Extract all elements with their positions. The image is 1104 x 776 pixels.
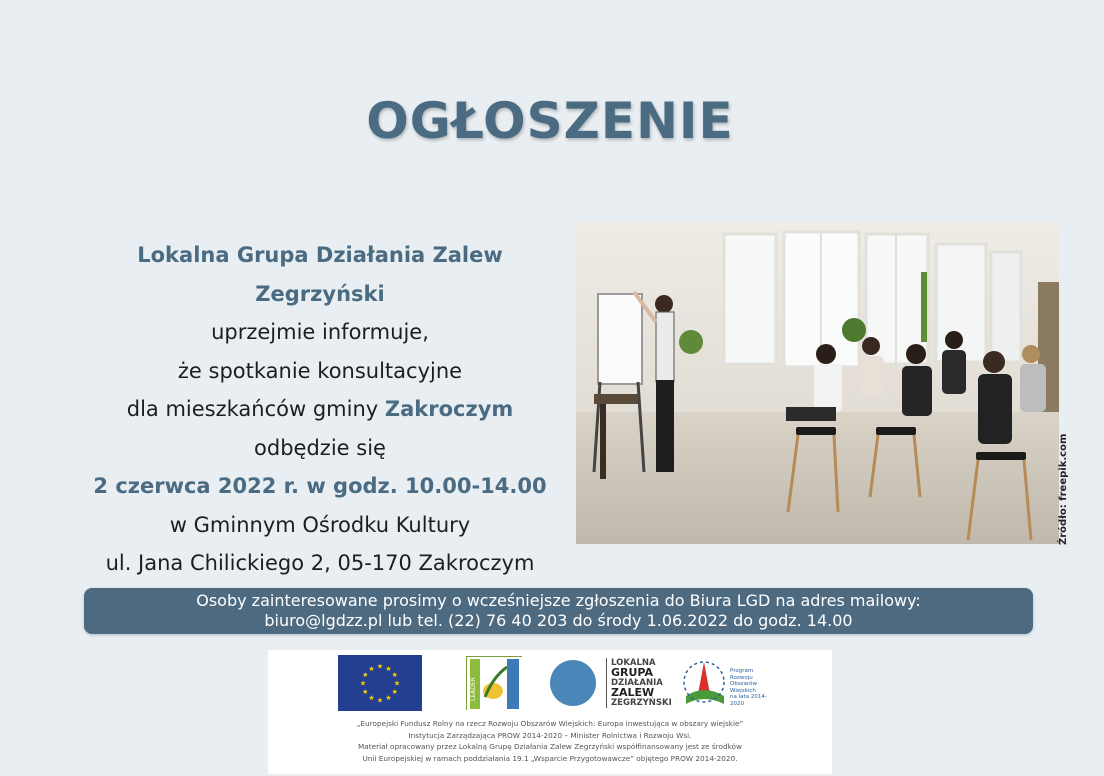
lgd-logo-line4: ZALEW [611,686,655,699]
lgd-logo-line3: DZIAŁANIA [611,678,663,688]
municipality-name: Zakroczym [384,397,514,421]
prow-line5: na lata 2014-2020 [730,694,767,707]
registration-notice [84,588,1033,634]
announcement-line-4: odbędzie się [254,435,386,460]
eu-star-icon: ★ [362,689,369,696]
fineprint-line-4: Unii Europejskiej w ramach poddziałania 19.1 „Wsparcie Przygotowawcze” objętego PROW 2014-2020. [362,753,738,763]
eu-star-icon: ★ [391,689,398,696]
fineprint-line-2: Instytucja Zarządzająca PROW 2014-2020 – Minister Rolnictwa i Rozwoju Wsi. [408,730,692,740]
fineprint-line-1: „Europejski Fundusz Rolny na rzecz Rozwoju Obszarów Wiejskich: Europa inwestująca w obszary wiejskie” [356,719,744,728]
meeting-venue: w Gminnym Ośrodku Kultury [169,512,471,537]
prow-line2: Rozwoju [730,674,753,681]
lgd-logo-line1: LOKALNA [611,658,656,668]
leader-label: LEADER [470,677,477,701]
eu-star-icon: ★ [391,672,398,679]
funding-logos-panel [268,650,832,774]
eu-star-icon: ★ [393,680,401,688]
lgd-wave-icon [550,660,596,706]
meeting-photo-illustration [576,222,1059,544]
organization-name: Lokalna Grupa Działania Zalew Zegrzyński [137,243,503,306]
leader-logo [466,656,522,710]
eu-star-icon: ★ [385,695,392,703]
eu-star-icon: ★ [385,665,392,673]
lgd-logo-line5: ZEGRZYŃSKI [611,698,672,708]
eu-star-icon: ★ [362,672,369,679]
meeting-address: ul. Jana Chilickiego 2, 05-170 Zakroczym [105,551,535,575]
eu-star-icon: ★ [359,680,367,688]
page-title: OGŁOSZENIE [366,92,734,150]
funding-fineprint [268,718,832,764]
eu-star-icon: ★ [376,663,384,671]
announcement-line-3 [80,390,560,429]
prow-logo [680,654,780,712]
eu-star-icon: ★ [368,665,375,673]
lgd-logo-line2: GRUPA [611,666,653,679]
photo-credit: Źródło: freepik.com [1058,433,1069,545]
meeting-date-time: 2 czerwca 2022 r. w godz. 10.00-14.00 [93,474,547,498]
announcement-line-2: że spotkanie konsultacyjne [177,358,463,383]
prow-line1: Program [730,668,754,674]
notice-line-2: biuro@lgdzz.pl lub tel. (22) 76 40 203 do środy 1.06.2022 do godz. 14.00 [264,611,853,630]
eu-stars-icon [338,655,422,711]
fineprint-line-3: Materiał opracowany przez Lokalną Grupę Działania Zalew Zegrzyński współfinansowany jest ze środków [358,742,742,751]
prow-line3: Obszarów [730,681,757,687]
announcement-text [80,236,560,583]
eu-star-icon: ★ [376,697,384,705]
eu-star-icon: ★ [368,695,375,703]
leader-icon [467,657,523,711]
meeting-photo [576,222,1059,544]
prow-emblem-icon [680,654,730,712]
line-3-prefix: dla mieszkańców gminy [126,397,385,421]
notice-line-1: Osoby zainteresowane prosimy o wcześniejsze zgłoszenia do Biura LGD na adres mailowy: [196,591,921,610]
lgd-logo [550,656,670,710]
announcement-line-1: uprzejmie informuje, [211,320,429,344]
prow-line4: Wiejskich [730,687,756,694]
eu-flag-logo [338,655,422,711]
